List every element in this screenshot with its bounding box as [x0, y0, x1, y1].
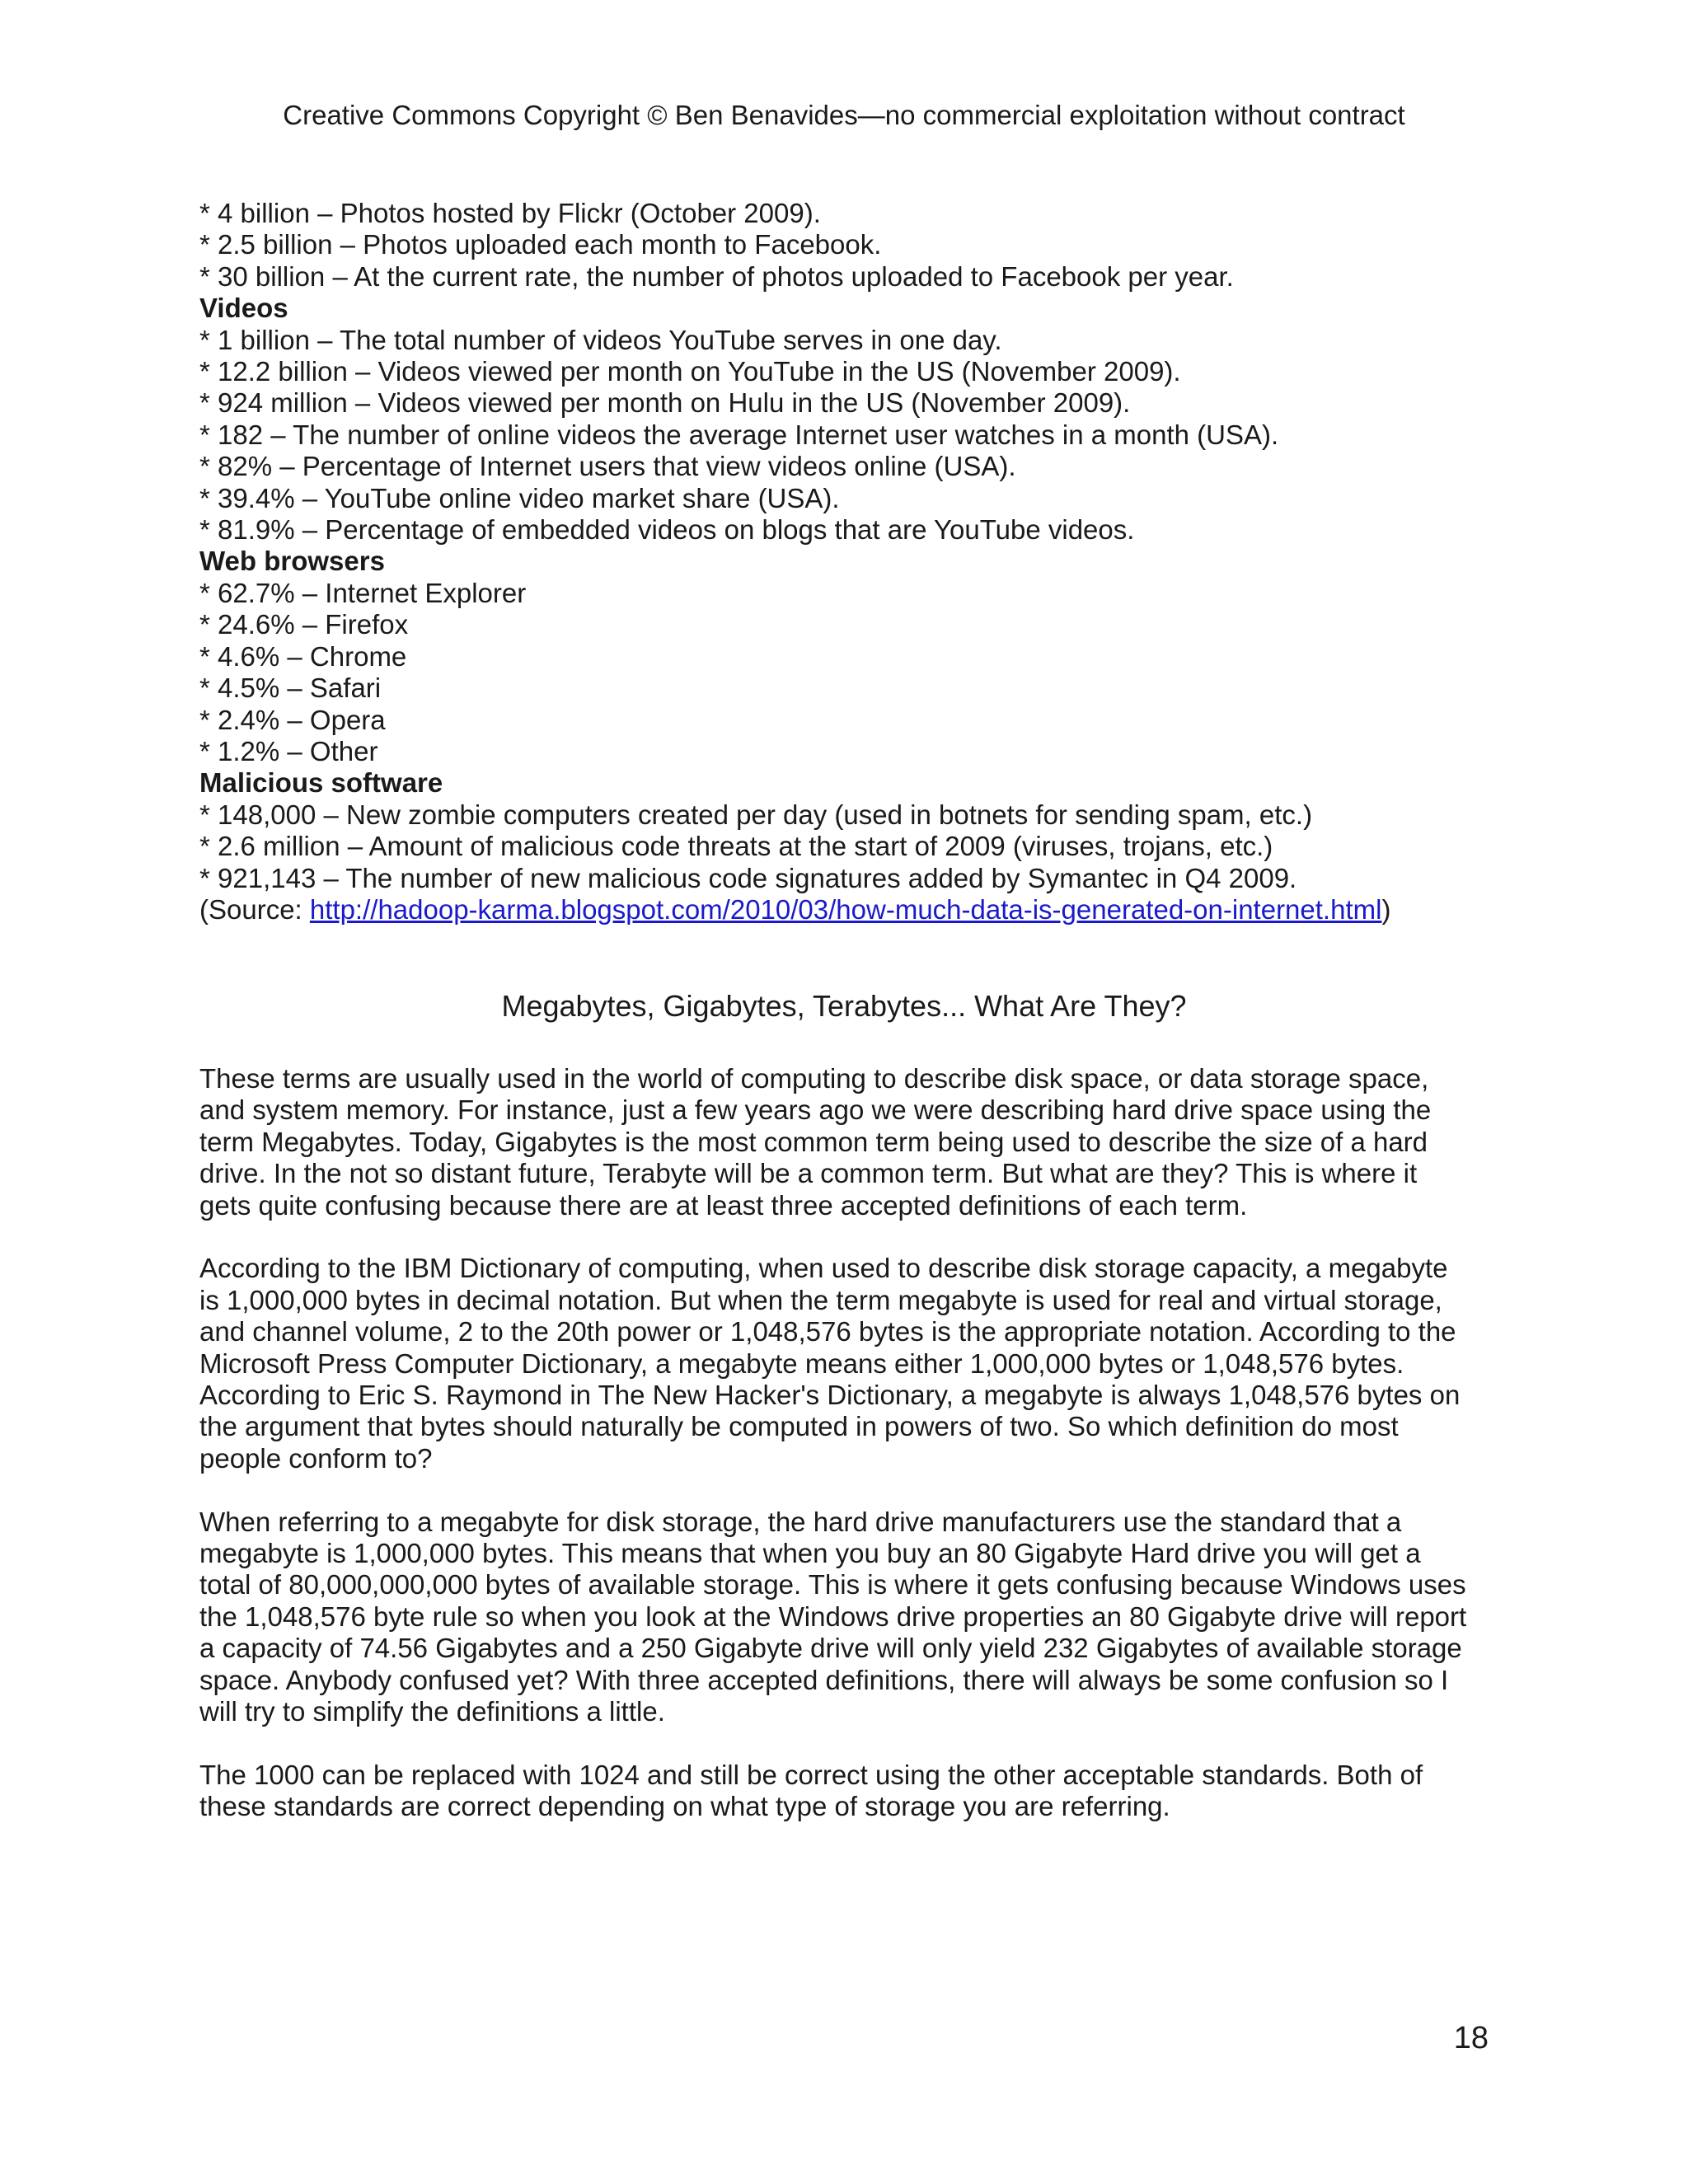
- page-number: 18: [1453, 2021, 1489, 2055]
- list-item-browsers-1: * 24.6% – Firefox: [199, 609, 409, 640]
- list-item-malware-2: * 921,143 – The number of new malicious code signatures added by Symantec in Q4 2009.: [199, 862, 1297, 893]
- page-header: Creative Commons Copyright © Ben Benavides—no commercial exploitation without contract: [283, 100, 1405, 130]
- malware-heading: Malicious software: [199, 767, 443, 799]
- list-item-photos-0: * 4 billion – Photos hosted by Flickr (October 2009).: [199, 198, 821, 228]
- paragraph-line: When referring to a megabyte for disk storage, the hard drive manufacturers use the standard that a: [199, 1506, 1402, 1537]
- list-item-browsers-0: * 62.7% – Internet Explorer: [199, 577, 527, 608]
- videos-heading: Videos: [199, 293, 288, 324]
- list-item-videos-0: * 1 billion – The total number of videos YouTube serves in one day.: [199, 324, 1002, 355]
- paragraph-line: term Megabytes. Today, Gigabytes is the most common term being used to describe the size of a hard: [199, 1126, 1428, 1157]
- list-item-browsers-5: * 1.2% – Other: [199, 735, 378, 766]
- list-item-photos-1: * 2.5 billion – Photos uploaded each month to Facebook.: [199, 229, 882, 260]
- paragraph-line: people conform to?: [199, 1442, 433, 1474]
- list-item-videos-1: * 12.2 billion – Videos viewed per month on YouTube in the US (November 2009).: [199, 356, 1181, 387]
- section-title: Megabytes, Gigabytes, Terabytes... What Are They?: [501, 989, 1187, 1023]
- list-item-videos-4: * 82% – Percentage of Internet users that view videos online (USA).: [199, 451, 1016, 482]
- paragraph-line: total of 80,000,000,000 bytes of available storage. This is where it gets confusing because Windows uses: [199, 1569, 1466, 1601]
- paragraph-line: These terms are usually used in the world of computing to describe disk space, or data storage space,: [199, 1063, 1429, 1094]
- source-prefix: (Source:: [199, 893, 310, 925]
- section-body: [199, 1063, 1498, 1854]
- paragraph-intro: [199, 1063, 1498, 1221]
- list-item-browsers-3: * 4.5% – Safari: [199, 673, 382, 704]
- list-item-videos-6: * 81.9% – Percentage of embedded videos on blogs that are YouTube videos.: [199, 514, 1135, 546]
- statistics-list: [199, 198, 1498, 926]
- list-item-malware-0: * 148,000 – New zombie computers created per day (used in botnets for sending spam, etc.): [199, 799, 1313, 830]
- paragraph-line: Microsoft Press Computer Dictionary, a megabyte means either 1,000,000 bytes or 1,048,576 bytes.: [199, 1347, 1404, 1379]
- paragraph-line: According to the IBM Dictionary of computing, when used to describe disk storage capacity, a megabyte: [199, 1253, 1448, 1284]
- paragraph-line: space. Anybody confused yet? With three accepted definitions, there will always be some confusion so I: [199, 1664, 1449, 1695]
- source-link[interactable]: http://hadoop-karma.blogspot.com/2010/03/how-much-data-is-generated-on-internet.html: [309, 893, 1382, 925]
- paragraph-line: According to Eric S. Raymond in The New Hacker's Dictionary, a megabyte is always 1,048,576 bytes on: [199, 1380, 1461, 1411]
- paragraph-line: the 1,048,576 byte rule so when you look at the Windows drive properties an 80 Gigabyte drive will report: [199, 1601, 1467, 1632]
- paragraph-disk-storage: [199, 1507, 1498, 1728]
- paragraph-line: drive. In the not so distant future, Terabyte will be a common term. But what are they? This is where it: [199, 1158, 1418, 1189]
- list-item-videos-3: * 182 – The number of online videos the average Internet user watches in a month (USA).: [199, 419, 1279, 450]
- list-item-malware-1: * 2.6 million – Amount of malicious code threats at the start of 2009 (viruses, trojans, etc.): [199, 831, 1273, 862]
- list-item-videos-2: * 924 million – Videos viewed per month on Hulu in the US (November 2009).: [199, 387, 1131, 419]
- paragraph-standards: [199, 1760, 1498, 1823]
- paragraph-line: a capacity of 74.56 Gigabytes and a 250 Gigabyte drive will only yield 232 Gigabytes of available storage: [199, 1633, 1462, 1664]
- paragraph-definitions: [199, 1253, 1498, 1474]
- paragraph-line: the argument that bytes should naturally be computed in powers of two. So which definition do most: [199, 1411, 1399, 1442]
- source-line: [199, 894, 1498, 926]
- paragraph-line: will try to simplify the definitions a little.: [199, 1696, 665, 1727]
- paragraph-line: The 1000 can be replaced with 1024 and still be correct using the other acceptable standards. Both of: [199, 1759, 1423, 1790]
- list-item-browsers-2: * 4.6% – Chrome: [199, 640, 407, 672]
- source-suffix: ): [1381, 893, 1391, 925]
- paragraph-line: these standards are correct depending on what type of storage you are referring.: [199, 1791, 1170, 1822]
- paragraph-line: and system memory. For instance, just a few years ago we were describing hard drive space using the: [199, 1094, 1432, 1126]
- paragraph-line: and channel volume, 2 to the 20th power or 1,048,576 bytes is the appropriate notation. According to the: [199, 1316, 1456, 1347]
- paragraph-line: gets quite confusing because there are at least three accepted definitions of each term.: [199, 1189, 1248, 1221]
- list-item-videos-5: * 39.4% – YouTube online video market share (USA).: [199, 482, 840, 513]
- browsers-heading: Web browsers: [199, 546, 385, 577]
- list-item-photos-2: * 30 billion – At the current rate, the number of photos uploaded to Facebook per year.: [199, 260, 1234, 292]
- paragraph-line: megabyte is 1,000,000 bytes. This means that when you buy an 80 Gigabyte Hard drive you will get a: [199, 1538, 1421, 1569]
- paragraph-line: is 1,000,000 bytes in decimal notation. But when the term megabyte is used for real and virtual storage,: [199, 1284, 1442, 1315]
- list-item-browsers-4: * 2.4% – Opera: [199, 704, 386, 735]
